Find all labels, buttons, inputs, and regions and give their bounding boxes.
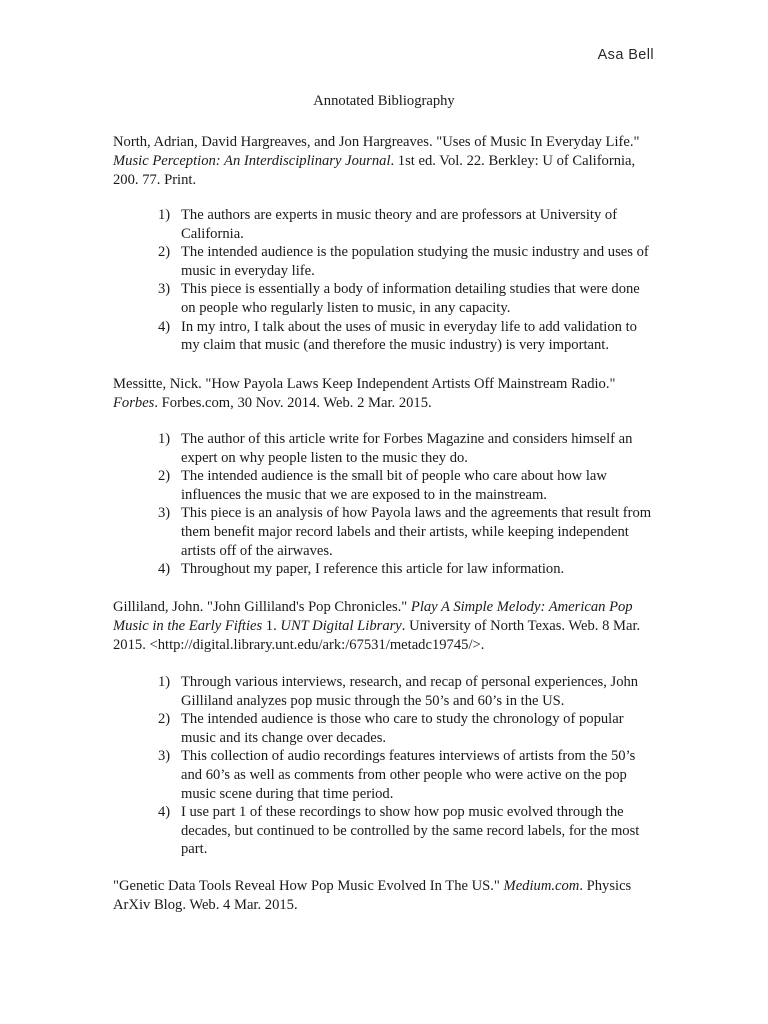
item-number: 1) [158, 207, 171, 223]
list-item [113, 467, 658, 504]
item-number: 2) [158, 244, 171, 261]
list-item [113, 280, 658, 317]
item-text: This piece is an analysis of how Payola laws and the agreements that result from them benefit major record labels and their artists, while keeping independent artists off of the airwaves. [181, 505, 652, 559]
citation-title: Play A Simple Melody: American Pop Music in the Early Fifties [113, 599, 633, 634]
citation-library: UNT Digital Library [280, 618, 402, 634]
item-text: The authors are experts in music theory and are professors at University of California. [181, 207, 618, 242]
item-number: 2) [158, 711, 171, 728]
item-text: This piece is essentially a body of information detailing studies that were done on people who regularly listen to music, in any capacity. [181, 281, 640, 316]
citation-text: . 1st ed. Vol. 22. Berkley: U of California, 200. 77. Print. [113, 153, 636, 188]
item-text: Throughout my paper, I reference this article for law information. [181, 561, 565, 578]
annotation-list-2 [113, 430, 658, 579]
citation-text: Gilliland, John. "John Gilliland's Pop Chronicles." [113, 599, 411, 615]
citation-journal: Music Perception: An Interdisciplinary Journal [113, 153, 391, 169]
item-number: 3) [158, 281, 171, 298]
list-item [113, 803, 658, 859]
list-item [113, 206, 658, 243]
page-title: Annotated Bibliography [313, 93, 455, 109]
citation-website: Medium.com [503, 878, 580, 894]
item-text: I use part 1 of these recordings to show how pop music evolved through the decades, but continued to be controlled by the same record labels, for the most part. [181, 804, 640, 858]
citation-4 [113, 877, 658, 915]
item-number: 4) [158, 318, 171, 335]
citation-text: . University of North Texas. Web. 8 Mar. 2015. <http://digital.library.unt.edu/ark:/67531/metadc19745/>. [113, 618, 641, 653]
list-item [113, 430, 658, 467]
item-text: The author of this article write for Forbes Magazine and considers himself an expert on why people listen to the music they do. [181, 431, 633, 466]
list-item [113, 243, 658, 280]
item-text: The intended audience is those who care to study the chronology of popular music and its change over decades. [181, 711, 624, 746]
author-name: Asa Bell [597, 47, 654, 63]
list-item [113, 504, 658, 560]
item-number: 3) [158, 748, 171, 765]
list-item [113, 673, 658, 710]
citation-text: "Genetic Data Tools Reveal How Pop Music Evolved In The US." [113, 878, 504, 894]
citation-text: . Forbes.com, 30 Nov. 2014. Web. 2 Mar. 2015. [154, 395, 432, 411]
item-number: 1) [158, 431, 171, 447]
citation-text: 1. [262, 618, 281, 634]
item-number: 1) [158, 674, 171, 690]
item-number: 4) [158, 561, 171, 578]
annotation-list-1 [113, 206, 658, 355]
list-item [113, 560, 658, 579]
citation-journal: Forbes [113, 395, 155, 411]
item-number: 2) [158, 468, 171, 485]
citation-text: . Physics ArXiv Blog. Web. 4 Mar. 2015. [113, 878, 632, 913]
item-number: 3) [158, 505, 171, 522]
list-item [113, 318, 658, 355]
list-item [113, 747, 658, 803]
item-text: This collection of audio recordings features interviews of artists from the 50’s and 60’s as well as comments from other people who were active on the pop music scene during that time period. [181, 748, 636, 802]
citation-3 [113, 598, 658, 655]
item-text: In my intro, I talk about the uses of music in everyday life to add validation to my claim that music (and therefore the music industry) is very important. [181, 318, 637, 354]
item-text: The intended audience is the population studying the music industry and uses of music in everyday life. [181, 244, 649, 279]
list-item [113, 710, 658, 747]
citation-2 [113, 375, 658, 413]
citation-text: North, Adrian, David Hargreaves, and Jon Hargreaves. "Uses of Music In Everyday Life." [113, 134, 640, 150]
item-text: The intended audience is the small bit of people who care about how law influences the music that we are exposed to in the mainstream. [181, 468, 607, 503]
citation-1 [113, 133, 658, 190]
citation-text: Messitte, Nick. "How Payola Laws Keep Independent Artists Off Mainstream Radio." [113, 376, 616, 392]
item-text: Through various interviews, research, and recap of personal experiences, John Gilliland analyzes pop music through the 50’s and 60’s in the US. [181, 674, 639, 709]
annotation-list-3 [113, 673, 658, 859]
item-number: 4) [158, 804, 171, 821]
